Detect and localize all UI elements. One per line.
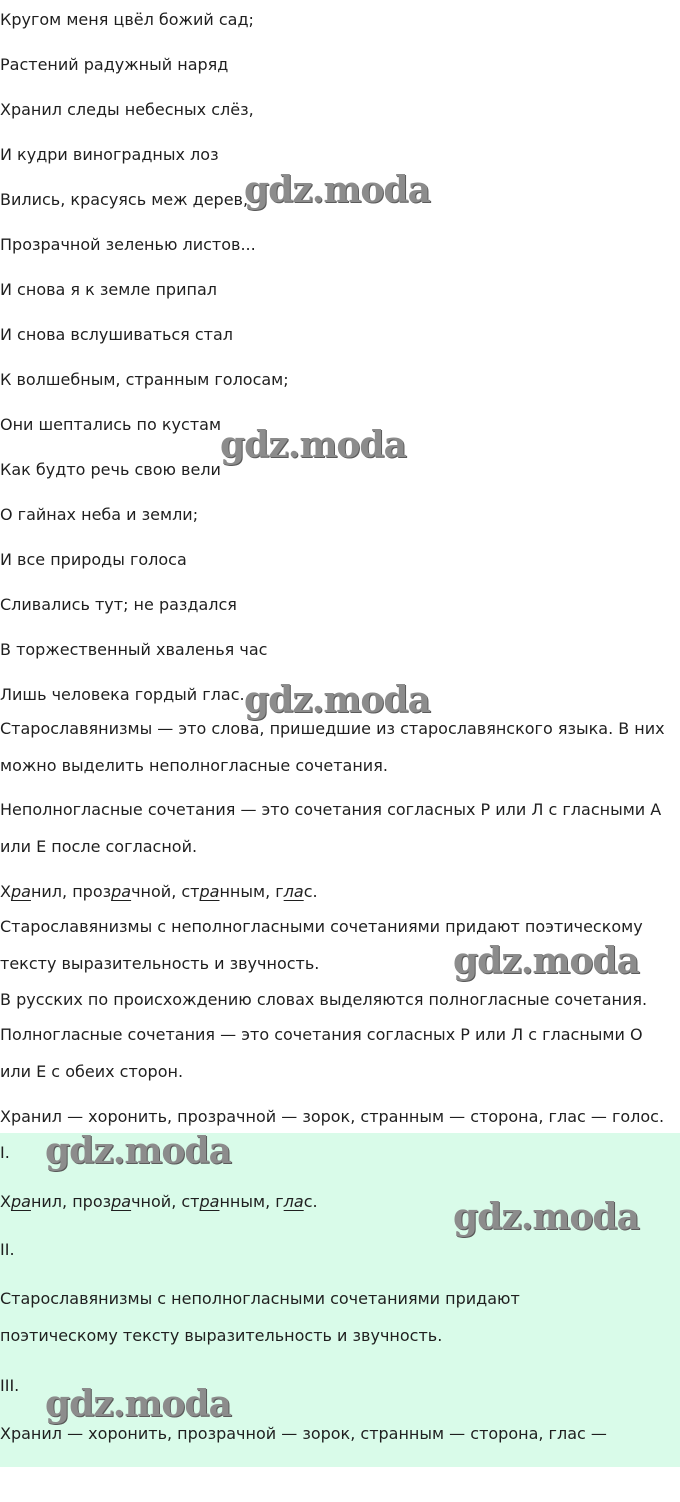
poem-line: Растений радужный наряд <box>0 55 229 74</box>
watermark-logo: gdz.moda <box>220 424 406 466</box>
poem-line: О гайнах неба и земли; <box>0 505 199 524</box>
explanation-paragraph: Полногласные сочетания — это сочетания согласных Р или Л с гласными О или Е с обеих сторон. <box>0 1025 643 1081</box>
answer-number: III. <box>0 1376 20 1395</box>
watermark-logo: gdz.moda <box>45 1383 231 1425</box>
poem-line: Как будто речь свою вели <box>0 460 221 479</box>
explanation-paragraph: Хранил — хоронить, прозрачной — зорок, странным — сторона, глас — голос. <box>0 1107 665 1126</box>
underlined-letters: ла <box>283 882 304 901</box>
underlined-letters: ра <box>10 1192 31 1211</box>
poem-line: Они шептались по кустам <box>0 415 222 434</box>
underlined-letters: ра <box>111 882 132 901</box>
examples-line: Хранил, прозрачной, странным, глас. <box>0 1192 318 1211</box>
explanation-paragraph: Неполногласные сочетания — это сочетания согласных Р или Л с гласными А или Е после согласной. <box>0 800 662 856</box>
explanation-paragraph: Старославянизмы с неполногласными сочетаниями придают поэтическому тексту выразительность и звучность. <box>0 917 643 973</box>
underlined-letters: ра <box>199 1192 220 1211</box>
poem-line: И кудри виноградных лоз <box>0 145 219 164</box>
poem-line: В торжественный хваленья час <box>0 640 268 659</box>
poem-line: И снова вслушиваться стал <box>0 325 234 344</box>
underlined-letters: ра <box>111 1192 132 1211</box>
poem-line: Прозрачной зеленью листов... <box>0 235 256 254</box>
poem-line: И снова я к земле припал <box>0 280 217 299</box>
poem-line: К волшебным, странным голосам; <box>0 370 289 389</box>
poem-line: Хранил следы небесных слёз, <box>0 100 254 119</box>
underlined-letters: ла <box>283 1192 304 1211</box>
answer-paragraph: Хранил — хоронить, прозрачной — зорок, странным — сторона, глас — <box>0 1424 607 1443</box>
watermark-logo: gdz.moda <box>244 169 430 211</box>
poem-line: Вились, красуясь меж дерев, <box>0 190 249 209</box>
poem-line: Лишь человека гордый глас. <box>0 685 245 704</box>
answer-number: I. <box>0 1143 10 1162</box>
watermark-logo: gdz.moda <box>45 1130 231 1172</box>
explanation-paragraph: Старославянизмы — это слова, пришедшие из старославянского языка. В них можно выделить неполногласные сочетания. <box>0 719 665 775</box>
answer-number: II. <box>0 1240 15 1259</box>
watermark-logo: gdz.moda <box>453 940 639 982</box>
examples-line: Хранил, прозрачной, странным, глас. <box>0 882 318 901</box>
underlined-letters: ра <box>199 882 220 901</box>
poem-line: Сливались тут; не раздался <box>0 595 237 614</box>
poem-line: И все природы голоса <box>0 550 187 569</box>
underlined-letters: ра <box>10 882 31 901</box>
answer-paragraph: Старославянизмы с неполногласными сочетаниями придают поэтическому тексту выразительность и звучность. <box>0 1289 520 1345</box>
watermark-logo: gdz.moda <box>244 679 430 721</box>
watermark-logo: gdz.moda <box>453 1196 639 1238</box>
poem-line: Кругом меня цвёл божий сад; <box>0 10 254 29</box>
explanation-paragraph: В русских по происхождению словах выделяются полногласные сочетания. <box>0 990 648 1009</box>
